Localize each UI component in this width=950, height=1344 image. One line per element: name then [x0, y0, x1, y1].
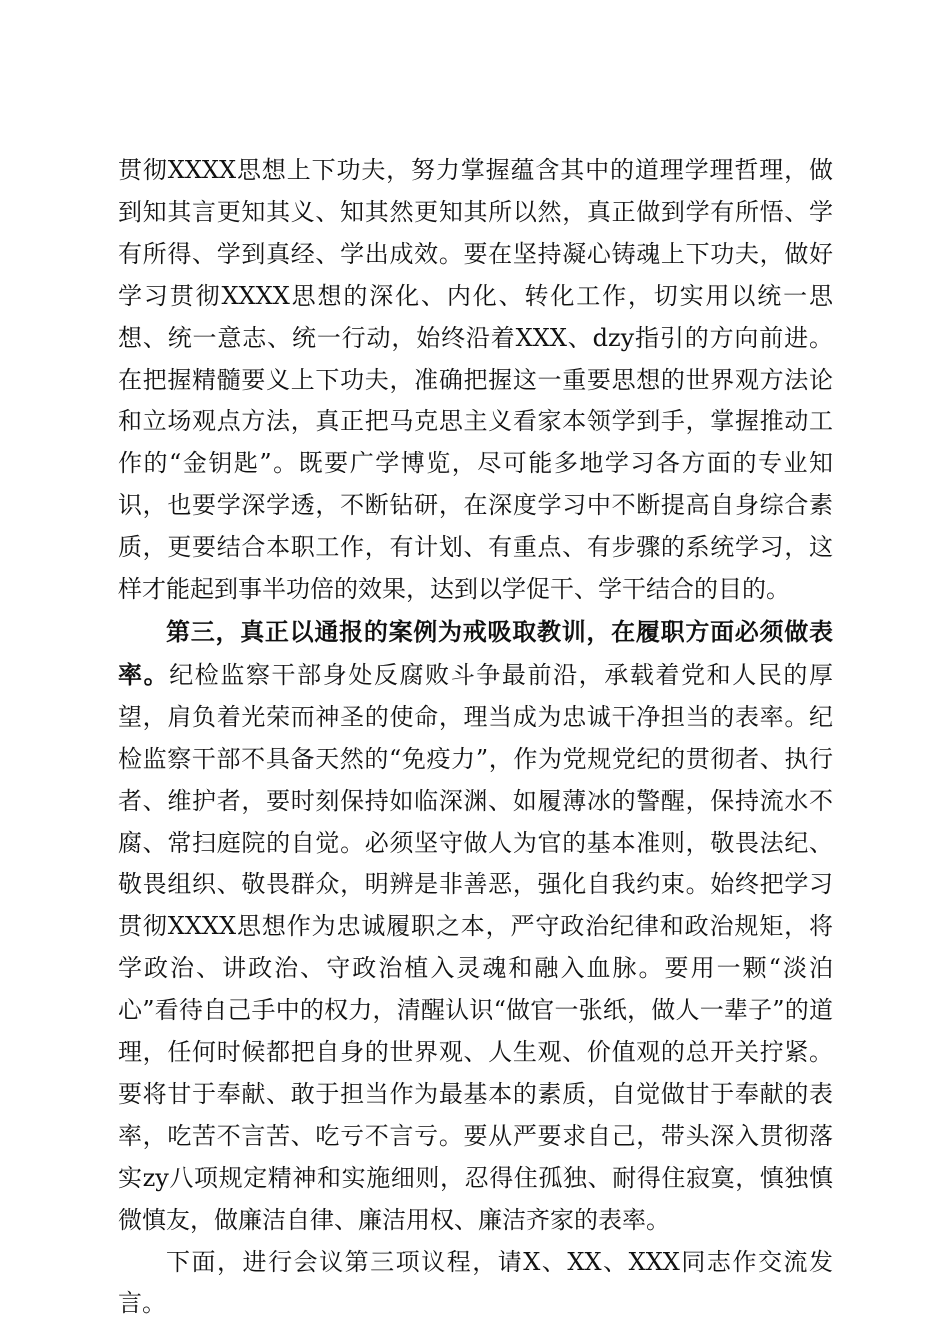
paragraph-text: 纪检监察干部身处反腐败斗争最前沿，承载着党和人民的厚望，肩负着光荣而神圣的使命，理当成为忠诚干净担当的表率。纪检监察干部不具备天然的“免疫力”，作为党规党纪的贯彻者、执行者、维护者，要时刻保持如临深渊、如履薄冰的警醒，保持流水不腐、常扫庭院的自觉。必须坚守做人为官的基本准则，敬畏法纪、敬畏组织、敬畏群众，明辨是非善恶，强化自我约束。始终把学习贯彻XXXX思想作为忠诚履职之本，严守政治纪律和政治规矩，将学政治、讲政治、守政治植入灵魂和融入血脉。要用一颗“淡泊心”看待自己手中的权力，清醒认识“做官一张纸，做人一辈子”的道理，任何时候都把自身的世界观、人生观、价值观的总开关拧紧。要将甘于奉献、敢于担当作为最基本的素质，自觉做甘于奉献的表率，吃苦不言苦、吃亏不言亏。要从严要求自己，带头深入贯彻落实zy八项规定精神和实施细则，忍得住孤独、耐得住寂寞，慎独慎微慎友，做廉洁自律、廉洁用权、廉洁齐家的表率。	[118, 660, 834, 1234]
paragraph-third-point	[118, 611, 833, 1242]
paragraph-text: 贯彻XXXX思想上下功夫，努力掌握蕴含其中的道理学理哲理，做到知其言更知其义、知其然更知其所以然，真正做到学有所悟、学有所得、学到真经、学出成效。要在坚持凝心铸魂上下功夫，做好学习贯彻XXXX思想的深化、内化、转化工作，切实用以统一思想、统一意志、统一行动，始终沿着XXX、dzy指引的方向前进。在把握精髓要义上下功夫，准确把握这一重要思想的世界观方法论和立场观点方法，真正把马克思主义看家本领学到手，掌握推动工作的“金钥匙”。既要广学博览，尽可能多地学习各方面的专业知识，也要学深学透，不断钻研，在深度学习中不断提高自身综合素质，更要结合本职工作，有计划、有重点、有步骤的系统学习，这样才能起到事半功倍的效果，达到以学促干、学干结合的目的。	[118, 156, 833, 604]
paragraph-text: 下面，进行会议第三项议程，请X、XX、XXX同志作交流发言。	[118, 1247, 833, 1318]
paragraph-continuation	[118, 150, 833, 611]
paragraph-agenda	[118, 1242, 833, 1326]
paragraph-heading: 第三，真正以通报的案例为戒吸取教训，在履职方面必须做表率。	[118, 616, 833, 689]
document-page	[118, 150, 833, 1325]
